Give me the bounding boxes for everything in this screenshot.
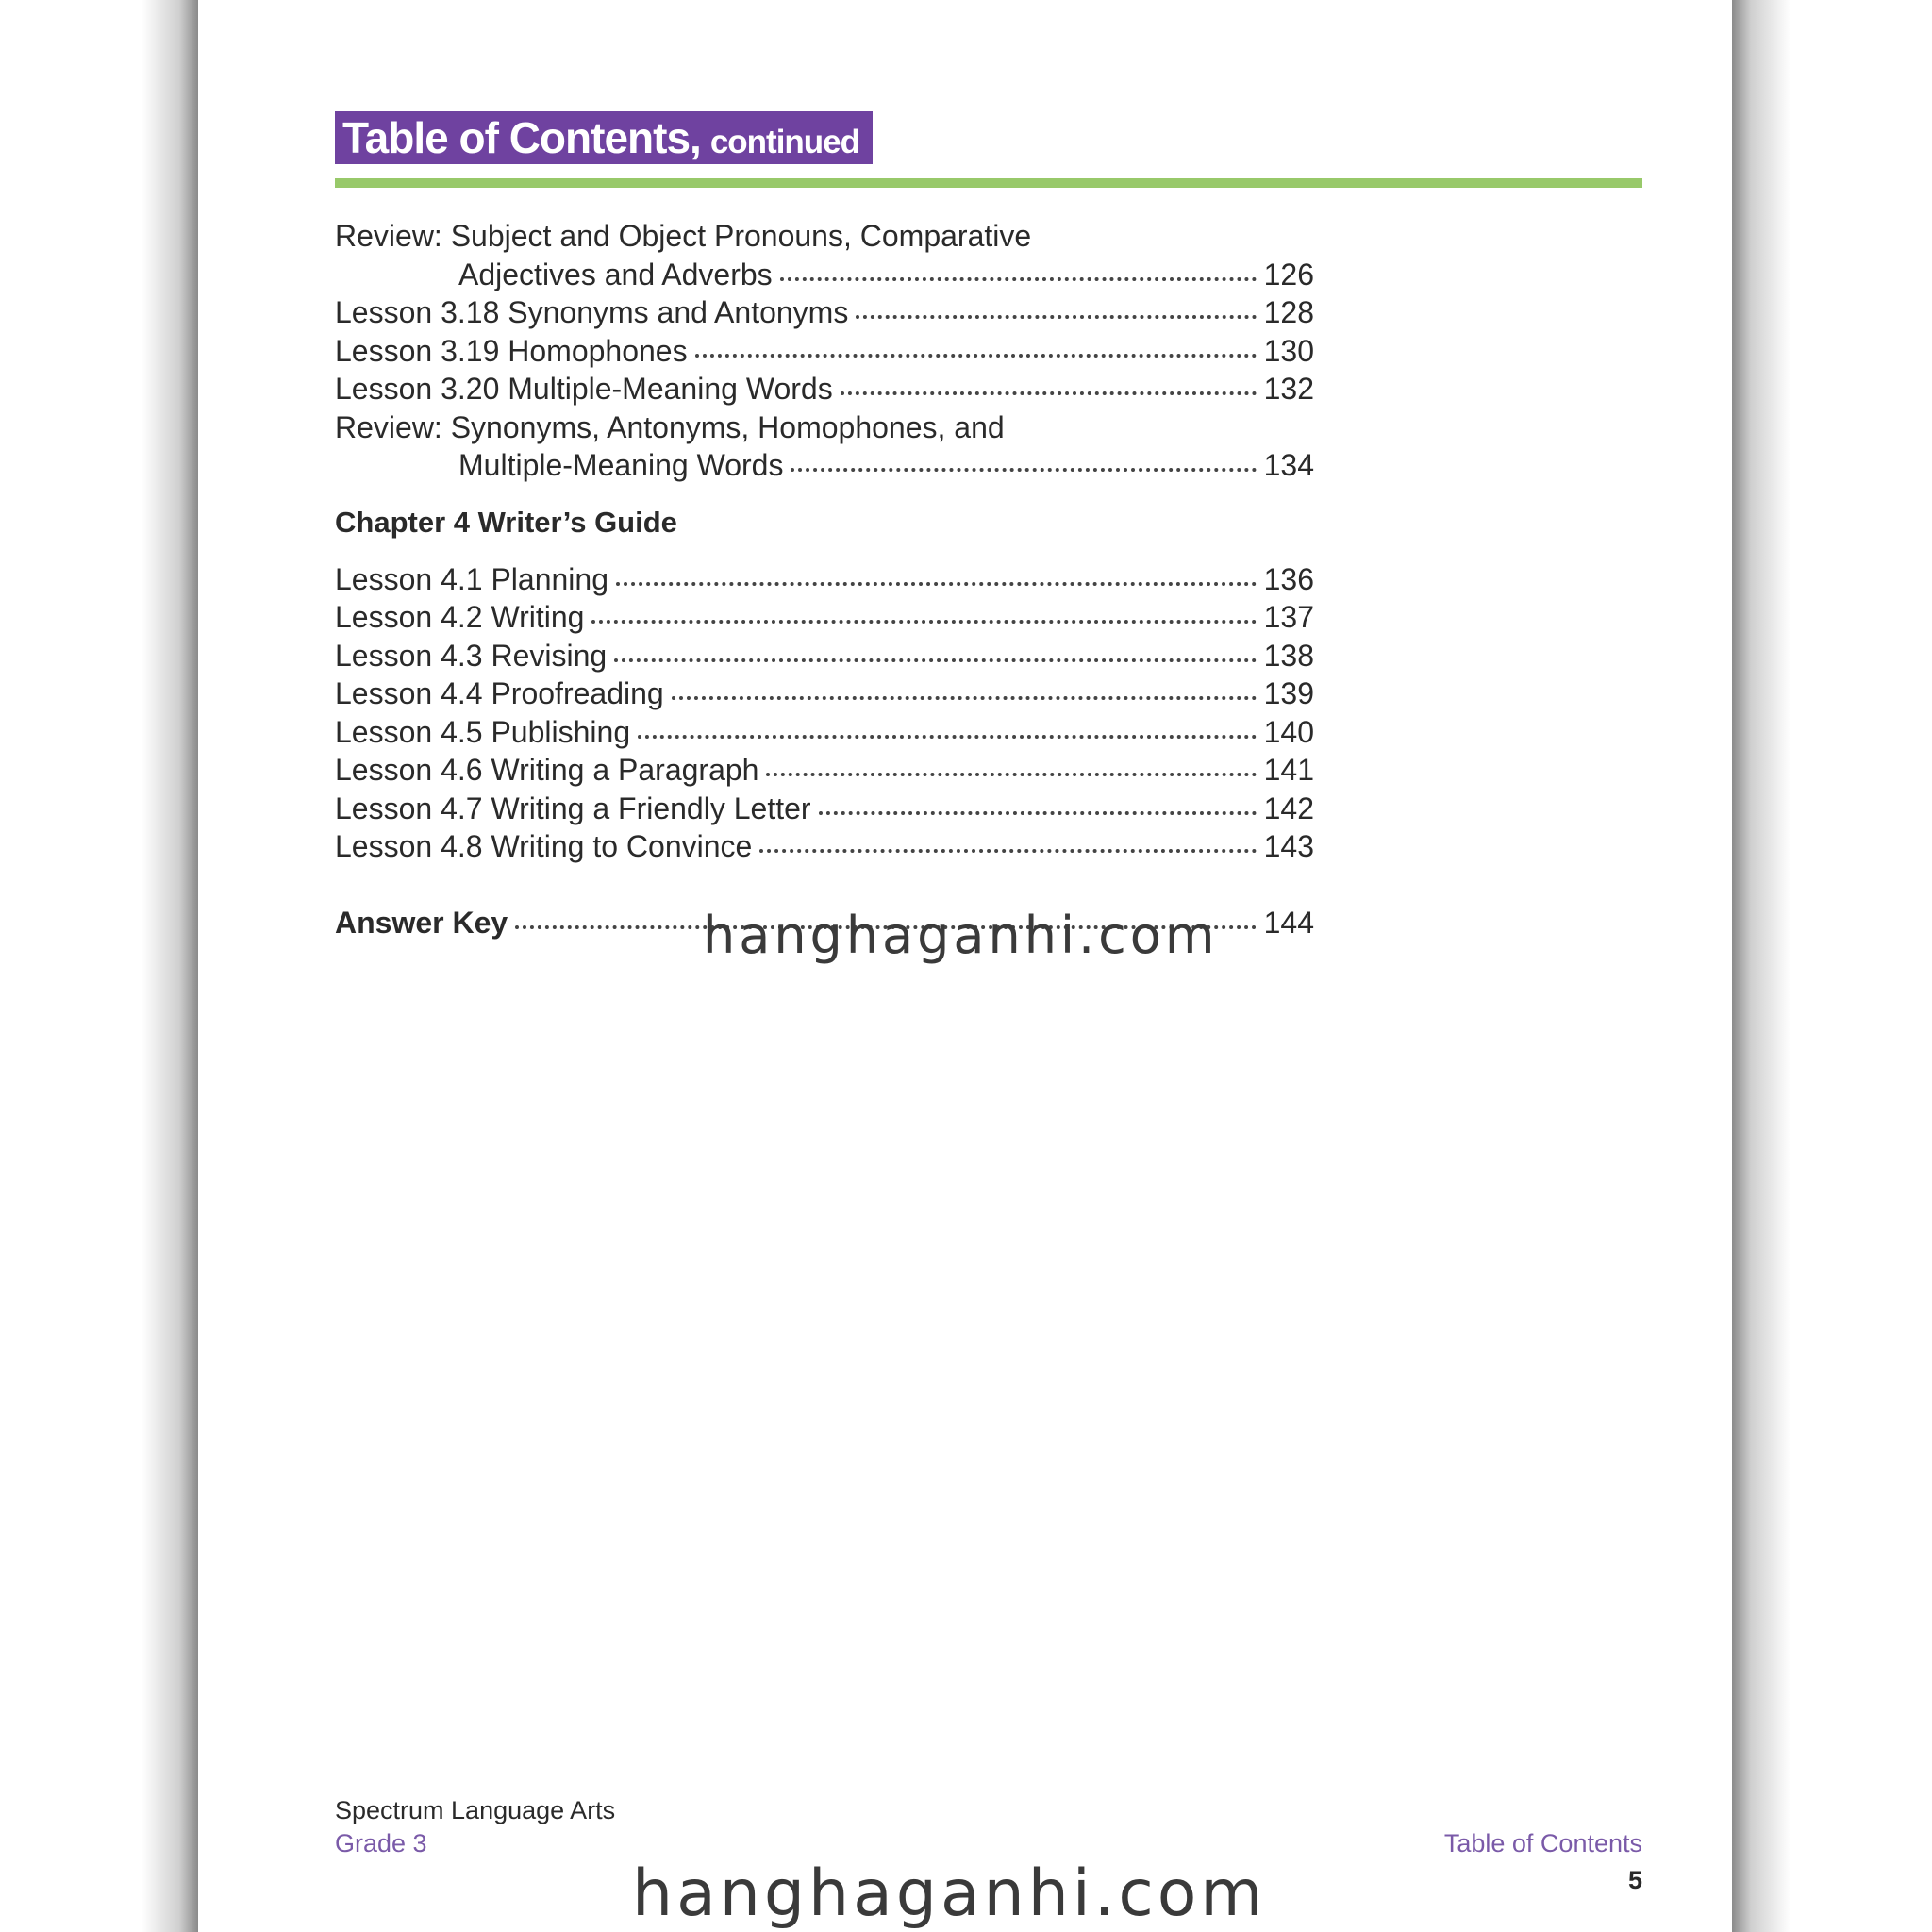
entry-label: Lesson 4.1 Planning <box>335 561 608 596</box>
page-number: 140 <box>1263 714 1314 749</box>
toc-entry[interactable] <box>335 256 1314 294</box>
dot-leader <box>780 277 1257 281</box>
dot-leader <box>695 354 1257 358</box>
page-number: 144 <box>1263 905 1314 940</box>
dot-leader <box>759 849 1256 853</box>
page-number: 132 <box>1263 372 1314 406</box>
page-number: 136 <box>1263 561 1314 596</box>
entry-label: Lesson 3.19 Homophones <box>335 333 688 368</box>
dot-leader <box>791 468 1256 472</box>
watermark: hanghaganhi.com <box>632 1857 1267 1931</box>
dot-leader <box>819 811 1257 815</box>
toc-entry[interactable] <box>335 370 1314 408</box>
page-number: 138 <box>1263 638 1314 673</box>
page-number: 128 <box>1263 295 1314 329</box>
chapter-heading: Chapter 4 Writer’s Guide <box>335 505 677 539</box>
entry-label: Lesson 4.3 Revising <box>335 638 608 673</box>
title-subtitle: continued <box>709 124 860 160</box>
footer-grade: Grade 3 <box>335 1829 427 1857</box>
toc-entry[interactable] <box>335 560 1314 599</box>
entry-label: Lesson 3.20 Multiple-Meaning Words <box>335 372 833 406</box>
page-shadow-left <box>0 0 198 1932</box>
page-number: 143 <box>1263 829 1314 863</box>
dot-leader <box>856 315 1256 319</box>
entry-label: Lesson 4.2 Writing <box>335 600 585 634</box>
toc-entry[interactable] <box>335 751 1314 790</box>
entry-label: Lesson 4.4 Proofreading <box>335 676 664 710</box>
page-number: 134 <box>1263 448 1314 482</box>
page-title <box>335 111 873 164</box>
page-shadow-right <box>1732 0 1932 1932</box>
page-number: 142 <box>1263 791 1314 825</box>
toc-entry[interactable] <box>335 332 1314 371</box>
page-number: 126 <box>1263 257 1314 291</box>
dot-leader <box>591 620 1256 624</box>
toc-entry[interactable] <box>335 675 1314 713</box>
footer-page-number: 5 <box>1627 1866 1642 1894</box>
watermark: hanghaganhi.com <box>703 906 1219 965</box>
footer-section: Table of Contents <box>1443 1829 1642 1857</box>
page-number: 130 <box>1263 333 1314 368</box>
entry-label: Lesson 4.5 Publishing <box>335 714 631 749</box>
dot-leader <box>614 658 1256 662</box>
entry-label: Answer Key <box>335 905 508 940</box>
toc-entry[interactable] <box>335 713 1314 752</box>
toc-entry[interactable] <box>335 446 1314 485</box>
entry-label: Lesson 4.8 Writing to Convince <box>335 829 753 863</box>
entry-label: Adjectives and Adverbs <box>458 257 773 291</box>
toc-entry-line <box>335 408 1314 447</box>
dot-leader <box>672 696 1257 700</box>
entry-label: Lesson 3.18 Synonyms and Antonyms <box>335 295 849 329</box>
dot-leader <box>638 735 1257 739</box>
page-number: 139 <box>1263 676 1314 710</box>
toc-entry[interactable] <box>335 598 1314 637</box>
toc-entry[interactable] <box>335 827 1314 866</box>
entry-label: Lesson 4.7 Writing a Friendly Letter <box>335 791 811 825</box>
entry-label: Multiple-Meaning Words <box>458 448 784 482</box>
title-text: Table of Contents, <box>342 113 701 162</box>
divider-bar <box>335 178 1642 188</box>
toc-list <box>335 217 1314 941</box>
toc-entry-line <box>335 217 1314 256</box>
dot-leader <box>616 582 1257 586</box>
entry-label: Review: Synonyms, Antonyms, Homophones, and <box>335 409 1005 444</box>
dot-leader <box>766 773 1256 776</box>
toc-entry[interactable] <box>335 637 1314 675</box>
page-number: 137 <box>1263 600 1314 634</box>
entry-label: Review: Subject and Object Pronouns, Comparative <box>335 219 1032 253</box>
page-number: 141 <box>1263 753 1314 787</box>
dot-leader <box>841 391 1257 395</box>
toc-entry[interactable] <box>335 293 1314 332</box>
entry-label: Lesson 4.6 Writing a Paragraph <box>335 753 759 787</box>
toc-entry[interactable] <box>335 790 1314 828</box>
footer-book-title: Spectrum Language Arts <box>335 1796 616 1824</box>
